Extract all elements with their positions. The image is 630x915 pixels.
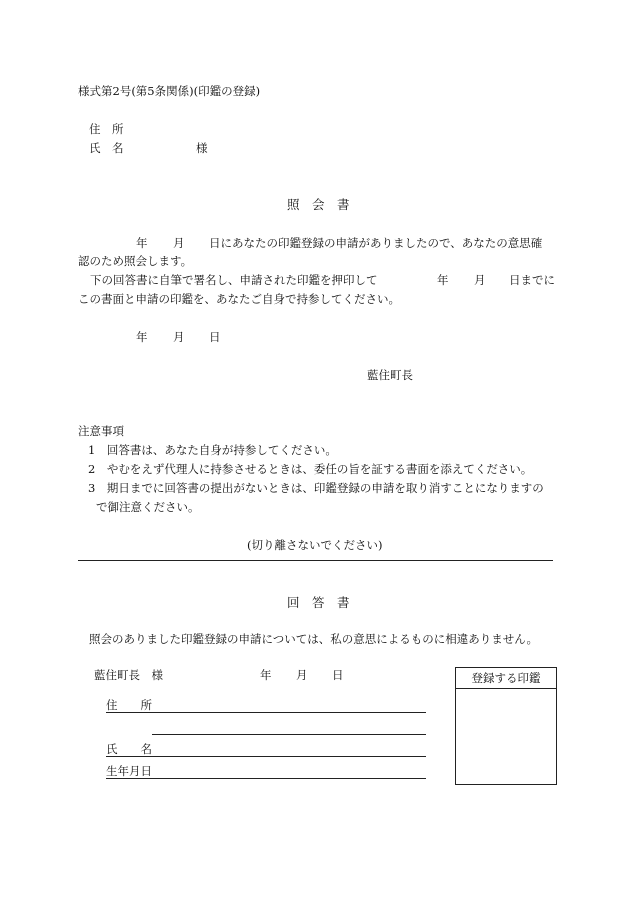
reply-address-label: 住 所: [106, 698, 152, 712]
inquiry-date-year: 年: [136, 330, 148, 344]
inquiry-line4: この書面と申請の印鑑を、あなたご自身で持参してください。: [78, 292, 400, 306]
name-line: [106, 756, 426, 757]
inquiry-title: 照 会 書: [287, 197, 350, 212]
inquiry-line3-month: 月: [474, 273, 486, 287]
note-item-3-continued: で御注意ください。: [96, 500, 200, 514]
inquiry-date-day: 日: [209, 330, 221, 344]
reply-title: 回 答 書: [287, 595, 350, 610]
cut-line: [78, 560, 553, 561]
reply-name-label: 氏 名: [106, 742, 152, 756]
inquiry-line3-tail: 日までに: [509, 273, 555, 287]
address-line-1: [106, 712, 426, 713]
inquiry-line1-month: 月: [173, 236, 185, 250]
inquiry-line3-head: 下の回答書に自筆で署名し、申請された印鑑を押印して: [90, 273, 378, 287]
inquiry-line2: 認のため照会します。: [78, 254, 193, 268]
address-line-2: [152, 734, 426, 735]
recipient-name-label: 氏 名: [89, 141, 124, 155]
reply-date-year: 年: [260, 668, 272, 682]
reply-birthdate-label: 生年月日: [106, 764, 152, 778]
reply-date-month: 月: [296, 668, 308, 682]
form-number: 様式第2号(第5条関係)(印鑑の登録): [78, 84, 261, 98]
birthdate-line: [106, 778, 426, 779]
reply-date-day: 日: [332, 668, 344, 682]
inquiry-date-month: 月: [173, 330, 185, 344]
note-item-1: 1 回答書は、あなた自身が持参してください。: [88, 443, 337, 457]
notes-heading: 注意事項: [78, 424, 124, 438]
reply-addressee: 藍住町長 様: [94, 668, 163, 682]
cut-line-label: (切り離さないでください): [247, 538, 383, 552]
issuer: 藍住町長: [367, 368, 413, 382]
note-item-3: 3 期日までに回答書の提出がないときは、印鑑登録の申請を取り消すことになりますの: [88, 481, 544, 495]
recipient-address-label: 住 所: [89, 122, 124, 136]
note-item-2: 2 やむをえず代理人に持参させるときは、委任の旨を証する書面を添えてください。: [88, 462, 533, 476]
inquiry-line1-rest: 日にあなたの印鑑登録の申請がありましたので、あなたの意思確: [209, 236, 543, 250]
inquiry-line1-year: 年: [136, 236, 148, 250]
recipient-honorific: 様: [196, 141, 208, 155]
seal-box-label: 登録する印鑑: [456, 668, 556, 689]
reply-statement: 照会のありました印鑑登録の申請については、私の意思によるものに相違ありません。: [89, 632, 538, 646]
seal-box: [455, 667, 557, 785]
inquiry-line3-year: 年: [437, 273, 449, 287]
